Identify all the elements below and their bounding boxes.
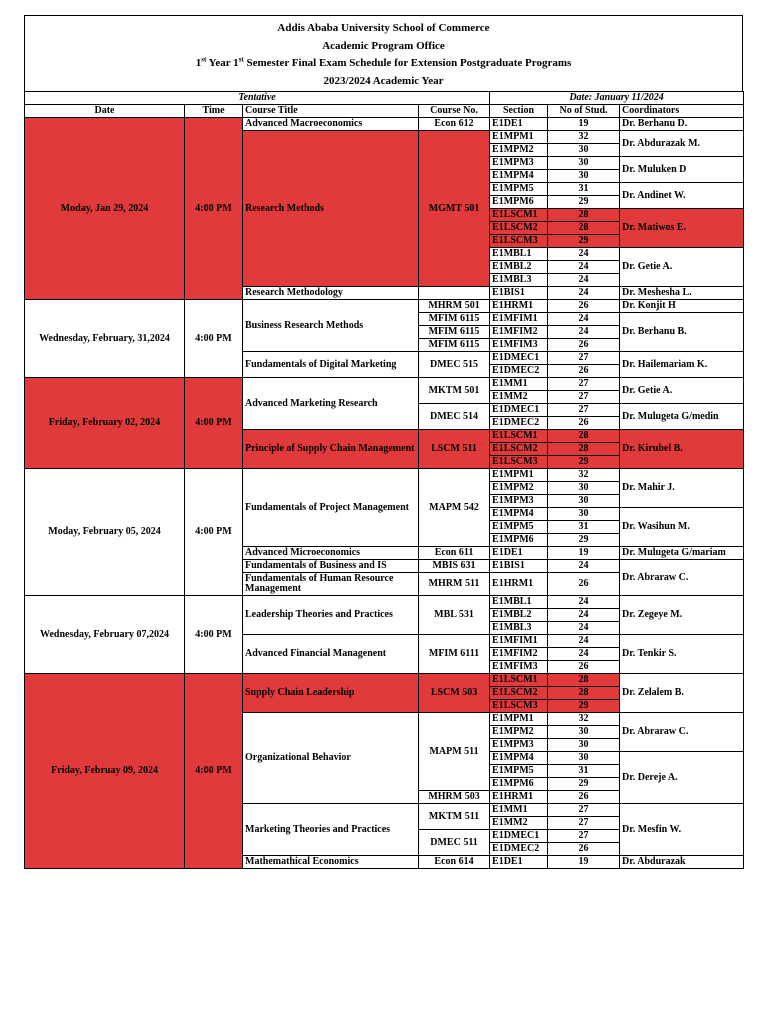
section-cell: E1MBL3 (490, 274, 548, 287)
course-no-cell: MBL 531 (419, 596, 490, 635)
student-count-cell: 30 (548, 739, 620, 752)
section-cell: E1HRM1 (490, 573, 548, 596)
section-cell: E1MM2 (490, 817, 548, 830)
student-count-cell: 26 (548, 417, 620, 430)
course-no-cell: MAPM 542 (419, 469, 490, 547)
section-cell: E1MPM5 (490, 765, 548, 778)
section-cell: E1HRM1 (490, 791, 548, 804)
student-count-cell: 27 (548, 830, 620, 843)
table-row (25, 300, 744, 313)
coordinator-cell: Dr. Mesfin W. (620, 804, 744, 856)
section-cell: E1DMEC2 (490, 417, 548, 430)
section-cell: E1MBL2 (490, 261, 548, 274)
section-cell: E1LSCM3 (490, 456, 548, 469)
col-section: Section (490, 105, 548, 118)
coordinator-cell: Dr. Getie A. (620, 378, 744, 404)
section-cell: E1DE1 (490, 547, 548, 560)
table-row (25, 596, 744, 609)
section-cell: E1MPM2 (490, 482, 548, 495)
student-count-cell: 27 (548, 391, 620, 404)
course-no-cell: MFIM 6115 (419, 313, 490, 326)
coordinator-cell: Dr. Berhanu B. (620, 313, 744, 352)
schedule-title: 1st Year 1st Semester Final Exam Schedule for Extension Postgraduate Programs (195, 55, 572, 69)
time-cell: 4:00 PM (185, 674, 243, 869)
student-count-cell: 24 (548, 261, 620, 274)
date-cell: Moday, Jan 29, 2024 (25, 118, 185, 300)
student-count-cell: 30 (548, 726, 620, 739)
student-count-cell: 31 (548, 183, 620, 196)
coordinator-cell: Dr. Abraraw C. (620, 560, 744, 596)
time-cell: 4:00 PM (185, 300, 243, 378)
section-cell: E1MPM3 (490, 739, 548, 752)
document-title-block (24, 15, 743, 91)
course-title-cell: Leadership Theories and Practices (243, 596, 419, 635)
course-no-cell: MBIS 631 (419, 560, 490, 573)
student-count-cell: 30 (548, 508, 620, 521)
section-cell: E1HRM1 (490, 300, 548, 313)
section-cell: E1MPM2 (490, 726, 548, 739)
section-cell: E1BIS1 (490, 287, 548, 300)
coordinator-cell: Dr. Konjit H (620, 300, 744, 313)
subheader-row (25, 92, 744, 105)
student-count-cell: 24 (548, 287, 620, 300)
student-count-cell: 26 (548, 791, 620, 804)
date-cell: Wednesday, February, 31,2024 (25, 300, 185, 378)
section-cell: E1MPM1 (490, 713, 548, 726)
coordinator-cell: Dr. Mahir J. (620, 469, 744, 508)
student-count-cell: 24 (548, 560, 620, 573)
coordinator-cell: Dr. Getie A. (620, 248, 744, 287)
time-cell: 4:00 PM (185, 469, 243, 596)
section-cell: E1LSCM2 (490, 443, 548, 456)
course-no-cell: MGMT 501 (419, 131, 490, 287)
table-row (25, 378, 744, 391)
col-time: Time (185, 105, 243, 118)
section-cell: E1LSCM2 (490, 687, 548, 700)
student-count-cell: 24 (548, 248, 620, 261)
academic-year: 2023/2024 Academic Year (323, 74, 444, 87)
schedule-table (24, 91, 744, 869)
student-count-cell: 27 (548, 404, 620, 417)
course-no-cell: Econ 612 (419, 118, 490, 131)
section-cell: E1MPM6 (490, 778, 548, 791)
coordinator-cell: Dr. Abdurazak (620, 856, 744, 869)
student-count-cell: 19 (548, 118, 620, 131)
course-no-cell: MFIM 6111 (419, 635, 490, 674)
course-title-cell: Business Research Methods (243, 300, 419, 352)
coordinator-cell: Dr. Meshesha L. (620, 287, 744, 300)
date-cell: Wednesday, February 07,2024 (25, 596, 185, 674)
course-no-cell: MAPM 511 (419, 713, 490, 791)
student-count-cell: 26 (548, 339, 620, 352)
student-count-cell: 24 (548, 648, 620, 661)
section-cell: E1MFIM3 (490, 661, 548, 674)
student-count-cell: 28 (548, 430, 620, 443)
section-cell: E1MFIM2 (490, 326, 548, 339)
section-cell: E1DMEC1 (490, 404, 548, 417)
section-cell: E1LSCM2 (490, 222, 548, 235)
student-count-cell: 29 (548, 456, 620, 469)
coordinator-cell: Dr. Dereje A. (620, 752, 744, 804)
course-no-cell: LSCM 503 (419, 674, 490, 713)
student-count-cell: 30 (548, 495, 620, 508)
student-count-cell: 24 (548, 326, 620, 339)
section-cell: E1MPM6 (490, 534, 548, 547)
student-count-cell: 29 (548, 235, 620, 248)
coordinator-cell: Dr. Mulugeta G/medin (620, 404, 744, 430)
student-count-cell: 31 (548, 765, 620, 778)
student-count-cell: 27 (548, 378, 620, 391)
column-header-row (25, 105, 744, 118)
section-cell: E1MM2 (490, 391, 548, 404)
coordinator-cell: Dr. Mulugeta G/mariam (620, 547, 744, 560)
course-title-cell: Fundamentals of Human Resource Management (243, 573, 419, 596)
section-cell: E1MPM3 (490, 495, 548, 508)
date-cell: Friday, February 02, 2024 (25, 378, 185, 469)
student-count-cell: 26 (548, 573, 620, 596)
section-cell: E1MBL3 (490, 622, 548, 635)
student-count-cell: 24 (548, 313, 620, 326)
course-title-cell: Principle of Supply Chain Management (243, 430, 419, 469)
course-no-cell: MHRM 511 (419, 573, 490, 596)
coordinator-cell: Dr. Muluken D (620, 157, 744, 183)
student-count-cell: 28 (548, 222, 620, 235)
table-row (25, 674, 744, 687)
section-cell: E1DMEC1 (490, 830, 548, 843)
student-count-cell: 29 (548, 534, 620, 547)
student-count-cell: 32 (548, 131, 620, 144)
course-title-cell: Research Methodology (243, 287, 419, 300)
section-cell: E1DMEC2 (490, 843, 548, 856)
student-count-cell: 28 (548, 687, 620, 700)
course-no-cell: MFIM 6115 (419, 326, 490, 339)
section-cell: E1DMEC2 (490, 365, 548, 378)
section-cell: E1MBL2 (490, 609, 548, 622)
student-count-cell: 30 (548, 144, 620, 157)
section-cell: E1MPM2 (490, 144, 548, 157)
student-count-cell: 27 (548, 817, 620, 830)
course-no-cell: DMEC 514 (419, 404, 490, 430)
student-count-cell: 30 (548, 157, 620, 170)
student-count-cell: 29 (548, 196, 620, 209)
course-title-cell: Advanced Marketing Research (243, 378, 419, 430)
course-title-cell: Advanced Financial Managenent (243, 635, 419, 674)
office-title: Academic Program Office (322, 39, 445, 52)
coordinator-cell: Dr. Wasihun M. (620, 508, 744, 547)
table-row (25, 118, 744, 131)
course-title-cell: Fundamentals of Digital Marketing (243, 352, 419, 378)
section-cell: E1MPM4 (490, 508, 548, 521)
course-title-cell: Fundamentals of Project Management (243, 469, 419, 547)
institution-title: Addis Ababa University School of Commerce (277, 22, 490, 34)
coordinator-cell: Dr. Berhanu D. (620, 118, 744, 131)
section-cell: E1MPM5 (490, 183, 548, 196)
section-cell: E1MPM6 (490, 196, 548, 209)
col-coordinators: Coordinators (620, 105, 744, 118)
section-cell: E1MBL1 (490, 248, 548, 261)
section-cell: E1MM1 (490, 378, 548, 391)
student-count-cell: 28 (548, 443, 620, 456)
course-no-cell: MKTM 511 (419, 804, 490, 830)
student-count-cell: 24 (548, 609, 620, 622)
coordinator-cell: Dr. Kirubel B. (620, 430, 744, 469)
section-cell: E1MPM1 (490, 131, 548, 144)
section-cell: E1DE1 (490, 118, 548, 131)
course-no-cell: MHRM 501 (419, 300, 490, 313)
time-cell: 4:00 PM (185, 596, 243, 674)
student-count-cell: 24 (548, 274, 620, 287)
coordinator-cell: Dr. Hailemariam K. (620, 352, 744, 378)
section-cell: E1MPM4 (490, 752, 548, 765)
student-count-cell: 27 (548, 804, 620, 817)
section-cell: E1DE1 (490, 856, 548, 869)
student-count-cell: 29 (548, 778, 620, 791)
section-cell: E1LSCM3 (490, 235, 548, 248)
section-cell: E1LSCM1 (490, 674, 548, 687)
course-title-cell: Advanced Microeconomics (243, 547, 419, 560)
coordinator-cell: Dr. Abdurazak M. (620, 131, 744, 157)
course-title-cell: Research Methods (243, 131, 419, 287)
student-count-cell: 19 (548, 856, 620, 869)
coordinator-cell: Dr. Andinet W. (620, 183, 744, 209)
course-no-cell: DMEC 511 (419, 830, 490, 856)
section-cell: E1DMEC1 (490, 352, 548, 365)
student-count-cell: 30 (548, 482, 620, 495)
section-cell: E1MBL1 (490, 596, 548, 609)
course-no-cell: MHRM 503 (419, 791, 490, 804)
student-count-cell: 28 (548, 209, 620, 222)
section-cell: E1MPM1 (490, 469, 548, 482)
course-no-cell: Econ 611 (419, 547, 490, 560)
col-course-no: Course No. (419, 105, 490, 118)
student-count-cell: 32 (548, 713, 620, 726)
student-count-cell: 30 (548, 752, 620, 765)
time-cell: 4:00 PM (185, 378, 243, 469)
section-cell: E1MFIM1 (490, 635, 548, 648)
course-no-cell: Econ 614 (419, 856, 490, 869)
student-count-cell: 24 (548, 596, 620, 609)
tentative-label: Tentative (25, 92, 490, 105)
table-row (25, 469, 744, 482)
student-count-cell: 19 (548, 547, 620, 560)
student-count-cell: 27 (548, 352, 620, 365)
course-title-cell: Marketing Theories and Practices (243, 804, 419, 856)
course-title-cell: Fundamentals of Business and IS (243, 560, 419, 573)
student-count-cell: 24 (548, 635, 620, 648)
student-count-cell: 24 (548, 622, 620, 635)
col-students: No of Stud. (548, 105, 620, 118)
course-no-cell: DMEC 515 (419, 352, 490, 378)
section-cell: E1MPM5 (490, 521, 548, 534)
course-title-cell: Organizational Behavior (243, 713, 419, 804)
section-cell: E1LSCM3 (490, 700, 548, 713)
date-cell: Moday, February 05, 2024 (25, 469, 185, 596)
section-cell: E1MFIM3 (490, 339, 548, 352)
course-title-cell: Supply Chain Leadership (243, 674, 419, 713)
student-count-cell: 32 (548, 469, 620, 482)
coordinator-cell: Dr. Zegeye M. (620, 596, 744, 635)
course-no-cell: MKTM 501 (419, 378, 490, 404)
student-count-cell: 29 (548, 700, 620, 713)
col-date: Date (25, 105, 185, 118)
course-no-cell (419, 287, 490, 300)
student-count-cell: 26 (548, 300, 620, 313)
course-no-cell: LSCM 511 (419, 430, 490, 469)
section-cell: E1MM1 (490, 804, 548, 817)
section-cell: E1MPM4 (490, 170, 548, 183)
date-note: Date: January 11/2024 (490, 92, 744, 105)
coordinator-cell: Dr. Zelalem B. (620, 674, 744, 713)
section-cell: E1LSCM1 (490, 430, 548, 443)
course-title-cell: Advanced Macroeconomics (243, 118, 419, 131)
course-title-cell: Mathemathical Economics (243, 856, 419, 869)
time-cell: 4:00 PM (185, 118, 243, 300)
coordinator-cell: Dr. Matiwos E. (620, 209, 744, 248)
student-count-cell: 31 (548, 521, 620, 534)
course-no-cell: MFIM 6115 (419, 339, 490, 352)
section-cell: E1MFIM2 (490, 648, 548, 661)
date-cell: Friday, Februay 09, 2024 (25, 674, 185, 869)
student-count-cell: 26 (548, 843, 620, 856)
section-cell: E1MFIM1 (490, 313, 548, 326)
exam-schedule-document (24, 15, 743, 869)
coordinator-cell: Dr. Abraraw C. (620, 713, 744, 752)
coordinator-cell: Dr. Tenkir S. (620, 635, 744, 674)
student-count-cell: 30 (548, 170, 620, 183)
student-count-cell: 26 (548, 661, 620, 674)
section-cell: E1BIS1 (490, 560, 548, 573)
section-cell: E1LSCM1 (490, 209, 548, 222)
student-count-cell: 28 (548, 674, 620, 687)
section-cell: E1MPM3 (490, 157, 548, 170)
student-count-cell: 26 (548, 365, 620, 378)
col-course-title: Course Title (243, 105, 419, 118)
